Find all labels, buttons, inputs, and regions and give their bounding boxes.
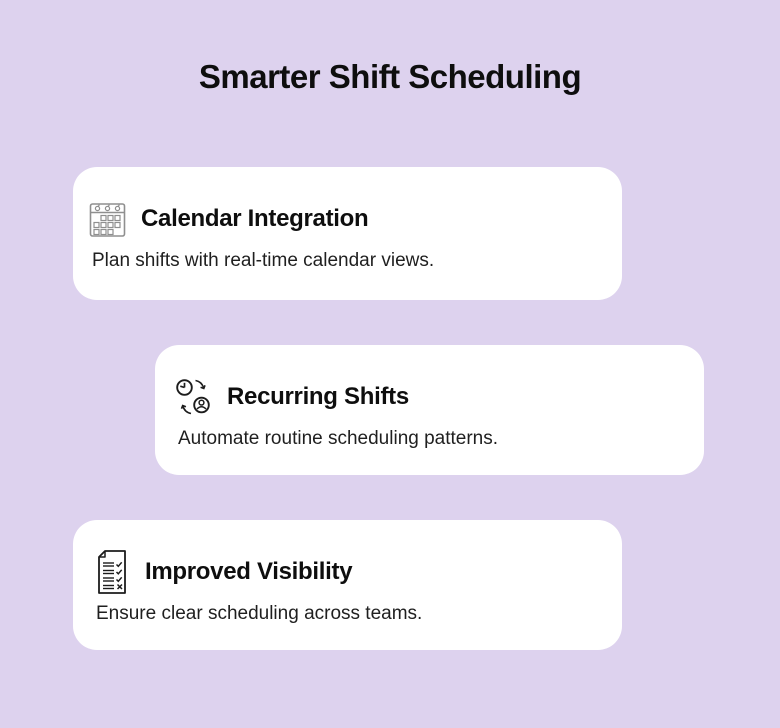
checklist-icon [91,550,133,594]
card-heading: Recurring Shifts [227,383,409,410]
page-title: Smarter Shift Scheduling [198,58,582,95]
card-description: Ensure clear scheduling across teams. [96,603,423,624]
card-heading: Calendar Integration [141,205,369,232]
feature-card-recurring-shifts [155,345,704,475]
recurring-shifts-icon [173,375,215,419]
feature-card-improved-visibility [73,520,622,650]
card-description: Automate routine scheduling patterns. [178,428,499,449]
card-heading: Improved Visibility [145,558,353,585]
card-description: Plan shifts with real-time calendar views. [92,250,435,271]
card-header [91,550,598,594]
calendar-icon [87,197,129,241]
card-header [87,197,598,241]
feature-card-calendar-integration [73,167,622,300]
card-header [173,375,680,419]
